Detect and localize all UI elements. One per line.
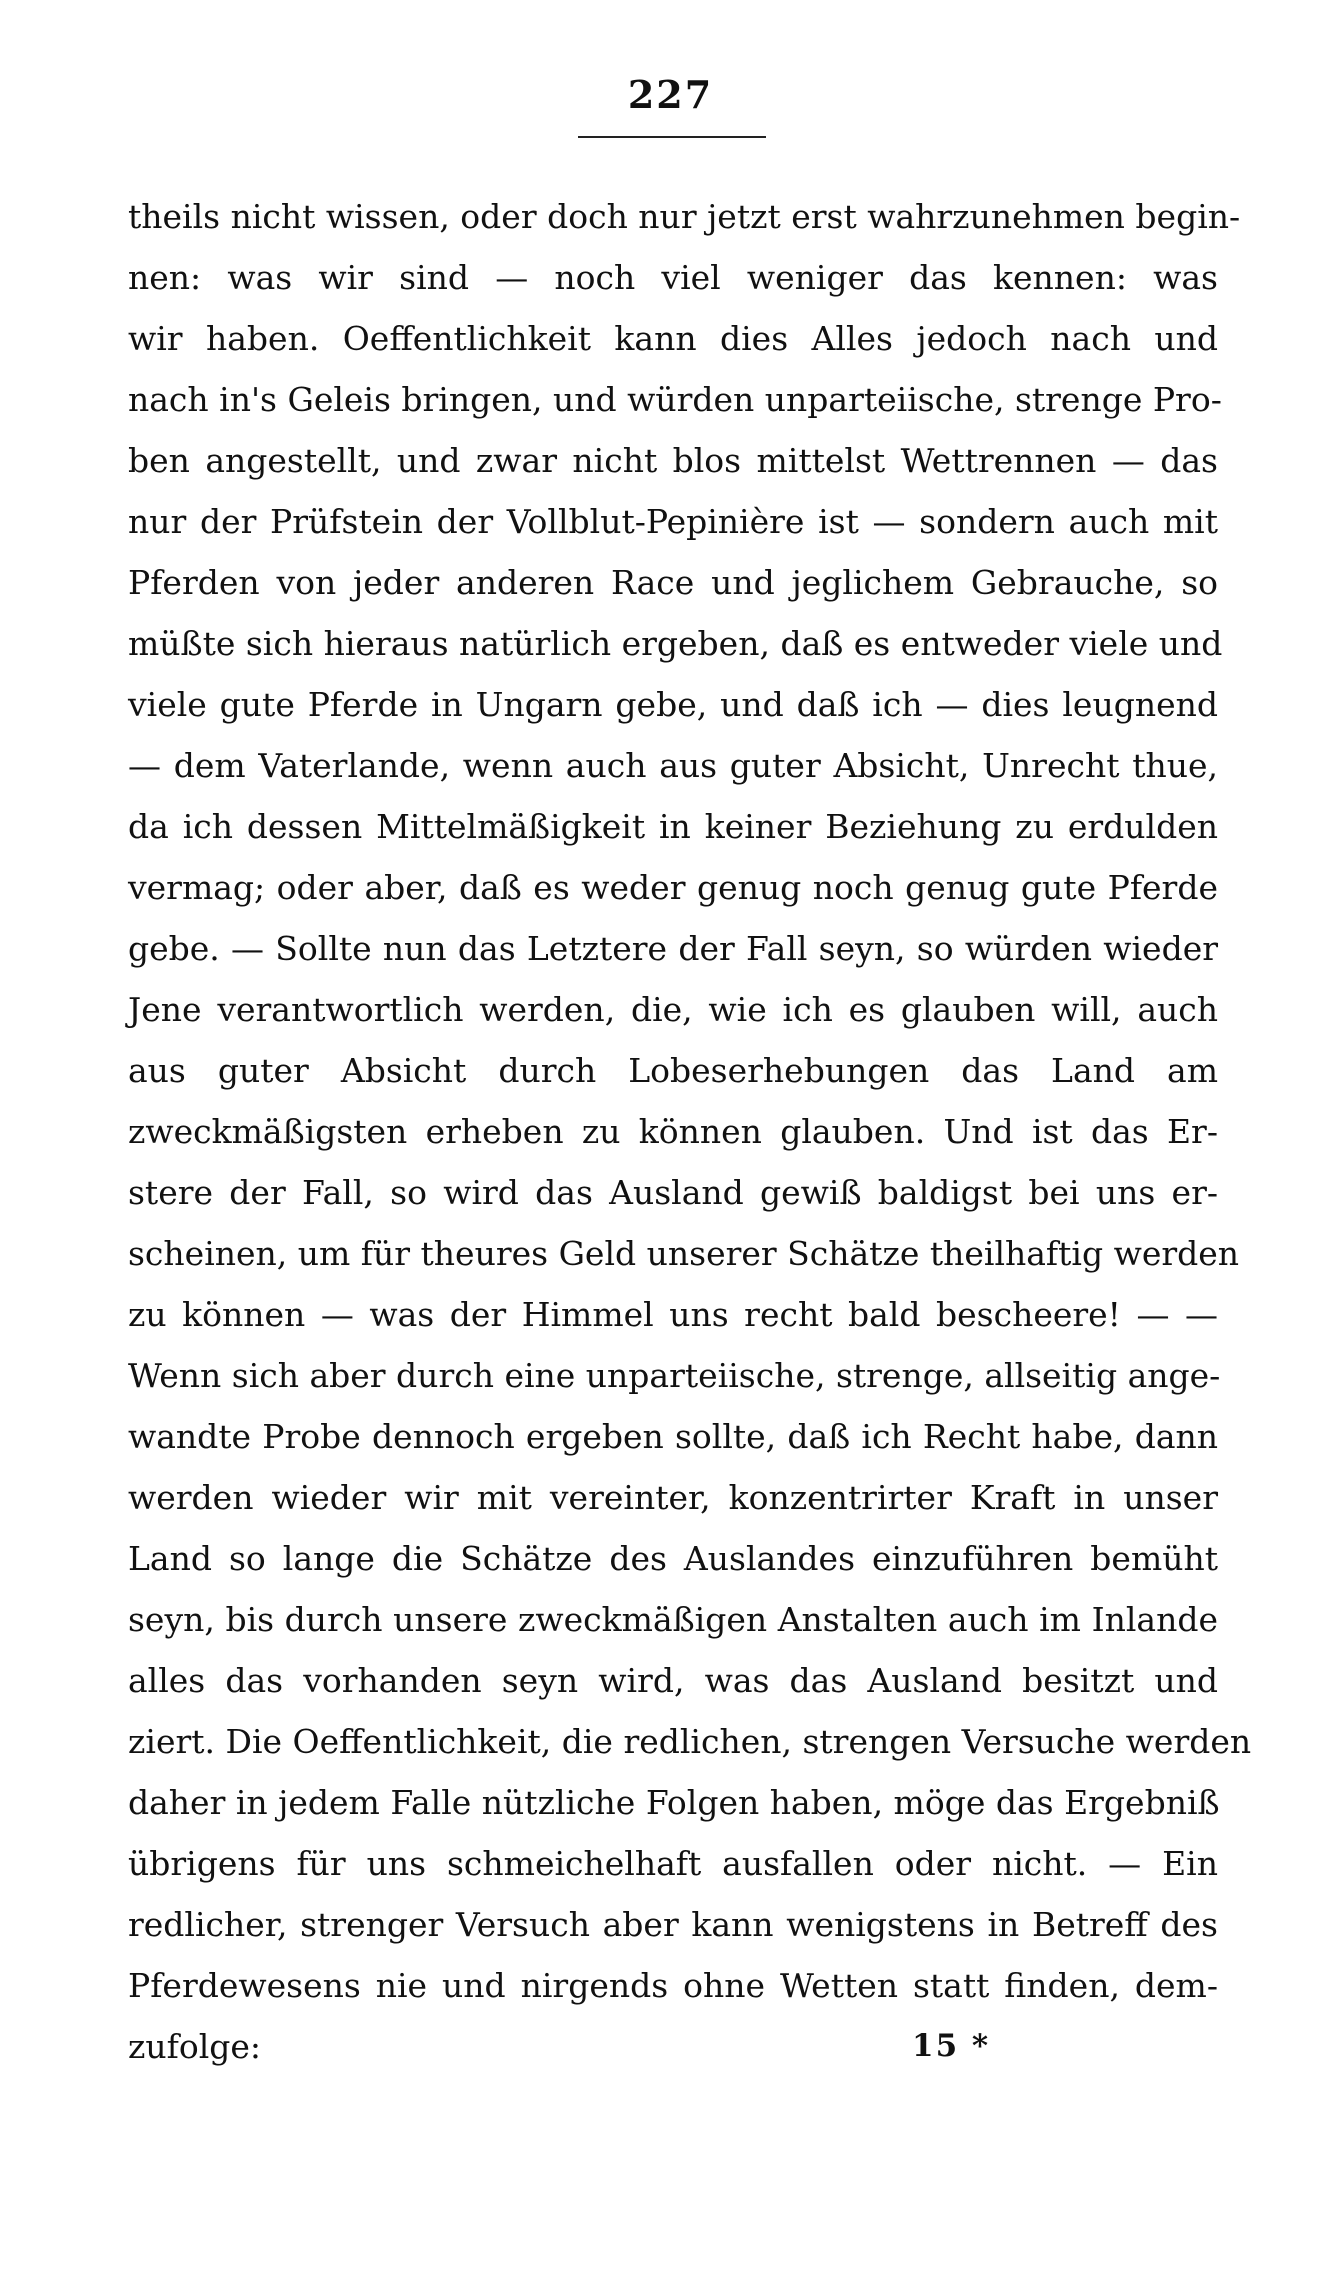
text-line: werden wieder wir mit vereinter, konzentrirter Kraft in unser (128, 1478, 1218, 1517)
text-line: übrigens für uns schmeichelhaft ausfallen oder nicht. — Ein (128, 1844, 1218, 1883)
text-line: alles das vorhanden seyn wird, was das Ausland besitzt und (128, 1661, 1218, 1700)
text-line: wir haben. Oeffentlichkeit kann dies Alles jedoch nach und (128, 319, 1218, 358)
text-line: Wenn sich aber durch eine unparteiische, strenge, allseitig ange- (128, 1356, 1221, 1395)
text-line: daher in jedem Falle nützliche Folgen haben, möge das Ergebniß (128, 1783, 1220, 1822)
text-line: vermag; oder aber, daß es weder genug noch genug gute Pferde (128, 868, 1218, 907)
text-line: ben angestellt, und zwar nicht blos mittelst Wettrennen — das (128, 441, 1218, 480)
text-line: nur der Prüfstein der Vollblut-Pepinière ist — sondern auch mit (128, 502, 1218, 541)
text-line: da ich dessen Mittelmäßigkeit in keiner Beziehung zu erdulden (128, 807, 1218, 846)
text-line: ziert. Die Oeffentlichkeit, die redlichen, strengen Versuche werden (128, 1722, 1252, 1761)
text-line: Pferdewesens nie und nirgends ohne Wetten statt finden, dem- (128, 1966, 1218, 2005)
header-rule (578, 136, 766, 138)
body-text (128, 186, 1252, 2077)
text-line: zu können — was der Himmel uns recht bald bescheere! — — (128, 1295, 1218, 1334)
text-line: Land so lange die Schätze des Auslandes einzuführen bemüht (128, 1539, 1218, 1578)
text-line: seyn, bis durch unsere zweckmäßigen Anstalten auch im Inlande (128, 1600, 1218, 1639)
page-number: 227 (627, 72, 714, 117)
text-line: — dem Vaterlande, wenn auch aus guter Absicht, Unrecht thue, (128, 746, 1218, 785)
text-line: zufolge: (128, 2027, 262, 2066)
text-line: gebe. — Sollte nun das Letztere der Fall seyn, so würden wieder (128, 929, 1218, 968)
text-line: stere der Fall, so wird das Ausland gewiß baldigst bei uns er- (128, 1173, 1218, 1212)
text-line: Pferden von jeder anderen Race und jeglichem Gebrauche, so (128, 563, 1218, 602)
signature-mark: 15 * (912, 2028, 991, 2064)
text-line: viele gute Pferde in Ungarn gebe, und daß ich — dies leugnend (128, 685, 1218, 724)
text-line: nach in's Geleis bringen, und würden unparteiische, strenge Pro- (128, 380, 1222, 419)
text-line: zweckmäßigsten erheben zu können glauben. Und ist das Er- (128, 1112, 1218, 1151)
text-line: aus guter Absicht durch Lobeserhebungen das Land am (128, 1051, 1218, 1090)
text-line: theils nicht wissen, oder doch nur jetzt erst wahrzunehmen begin- (128, 197, 1241, 236)
text-line: nen: was wir sind — noch viel weniger das kennen: was (128, 258, 1218, 297)
text-line: wandte Probe dennoch ergeben sollte, daß ich Recht habe, dann (128, 1417, 1218, 1456)
text-line: redlicher, strenger Versuch aber kann wenigstens in Betreff des (128, 1905, 1218, 1944)
text-line: Jene verantwortlich werden, die, wie ich es glauben will, auch (128, 990, 1218, 1029)
text-line: scheinen, um für theures Geld unserer Schätze theilhaftig werden (128, 1234, 1240, 1273)
text-line: müßte sich hieraus natürlich ergeben, daß es entweder viele und (128, 624, 1223, 663)
